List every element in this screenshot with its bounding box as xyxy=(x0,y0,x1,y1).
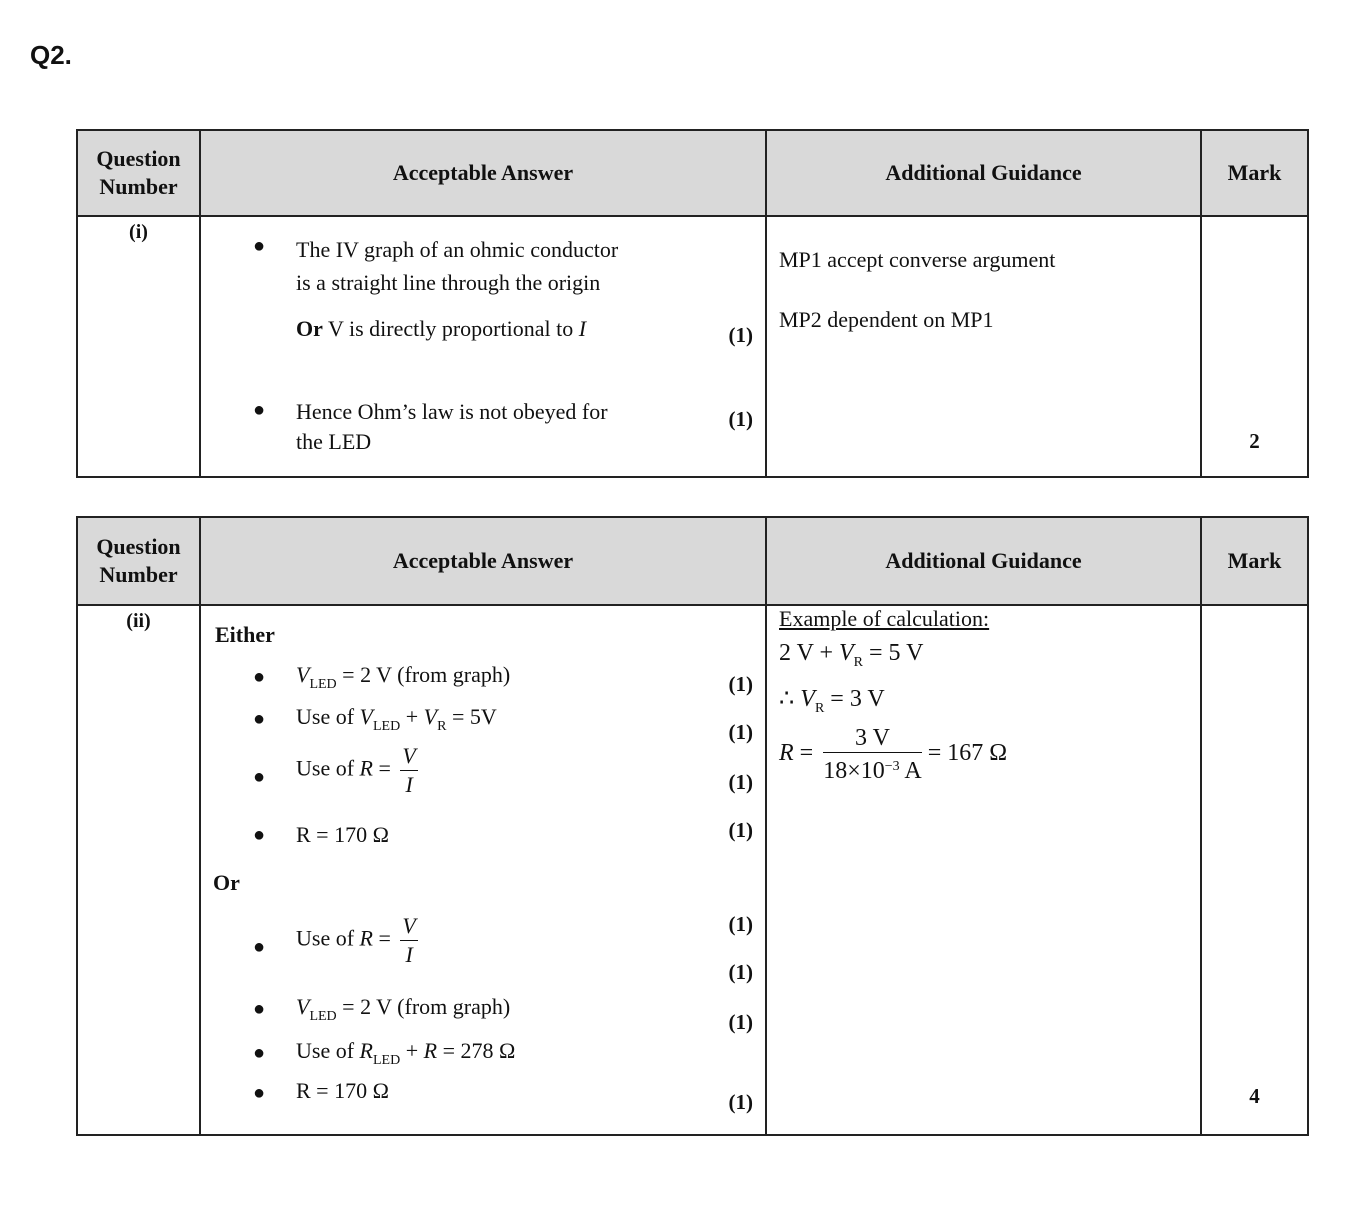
mark-cell xyxy=(1201,216,1308,477)
either-point-4: R = 170 Ω xyxy=(296,822,389,847)
total-mark: 4 xyxy=(1249,1084,1260,1108)
header-row xyxy=(77,517,1308,605)
bullet-icon: ● xyxy=(253,399,266,421)
acceptable-answer-cell xyxy=(200,605,766,1135)
question-title: Q2. xyxy=(30,40,72,70)
bullet-icon: ● xyxy=(253,1082,266,1104)
header-acceptable-answer: Acceptable Answer xyxy=(200,517,766,605)
bullet-icon: ● xyxy=(253,824,266,846)
question-number: (ii) xyxy=(126,610,151,632)
either-point-3: Use of R = $\frac{V}{I}$ xyxy=(296,743,416,797)
mark-scheme-table-i xyxy=(76,129,1309,478)
acceptable-answer-cell xyxy=(200,216,766,477)
bullet-icon: ● xyxy=(253,936,266,958)
guidance-cell xyxy=(766,605,1201,1135)
calc-line-1: 2 $V + V_R = 5$ V xyxy=(779,640,924,670)
mark: (1) xyxy=(728,912,753,936)
guidance-line: MP2 dependent on MP1 xyxy=(779,307,994,332)
guidance-heading: Example of calculation: xyxy=(779,606,990,631)
or-point-4: R = 170 Ω xyxy=(296,1078,389,1103)
header-question-number: Question Number xyxy=(77,130,200,216)
answer-point-2: Hence Ohm’s law is not obeyed for the LED xyxy=(296,399,608,454)
total-mark: 2 xyxy=(1249,429,1260,453)
mark-scheme-table-ii xyxy=(76,516,1309,1136)
header-additional-guidance: Additional Guidance xyxy=(766,130,1201,216)
answer-point-1: The IV graph of an ohmic conductor is a straight line through the origin Or V is directly proportional to I xyxy=(296,237,619,341)
either-point-2: Use of $V_{LED} + V_R = 5V$ xyxy=(296,704,497,734)
either-label: Either xyxy=(215,622,275,647)
calc-line-2: ∴ $V_R = 3$ V xyxy=(779,686,885,716)
guidance-cell xyxy=(766,216,1201,477)
bullet-icon: ● xyxy=(253,666,266,688)
table-row xyxy=(77,216,1308,477)
mark: (1) xyxy=(728,1010,753,1034)
bullet-icon: ● xyxy=(253,1042,266,1064)
header-row xyxy=(77,130,1308,216)
bullet-icon: ● xyxy=(253,235,266,257)
header-mark: Mark xyxy=(1201,130,1308,216)
bullet-icon: ● xyxy=(253,998,266,1020)
table-row xyxy=(77,605,1308,1135)
bullet-icon: ● xyxy=(253,766,266,788)
calc-line-3: R = $\frac{3 V}{18\times 10^{-3} A}$ = 167 Ω xyxy=(779,725,1008,784)
header-acceptable-answer: Acceptable Answer xyxy=(200,130,766,216)
mark: (1) xyxy=(728,720,753,744)
or-label: Or xyxy=(213,870,240,895)
mark: (1) xyxy=(728,818,753,842)
header-mark: Mark xyxy=(1201,517,1308,605)
mark-2: (1) xyxy=(728,407,753,431)
bullet-icon: ● xyxy=(253,708,266,730)
mark: (1) xyxy=(728,770,753,794)
mark: (1) xyxy=(728,672,753,696)
question-number: (i) xyxy=(129,221,148,243)
or-point-3: Use of $R_{LED} + R = 278$ Ω xyxy=(296,1038,516,1068)
mark: (1) xyxy=(728,1090,753,1114)
either-point-1: $V_{LED} = 2$ V (from graph) xyxy=(296,662,511,692)
mark-1: (1) xyxy=(728,323,753,347)
header-additional-guidance: Additional Guidance xyxy=(766,517,1201,605)
header-question-number: Question Number xyxy=(77,517,200,605)
or-point-2: $V_{LED} = 2$ V (from graph) xyxy=(296,994,511,1024)
mark-cell xyxy=(1201,605,1308,1135)
guidance-line: MP1 accept converse argument xyxy=(779,247,1056,272)
or-point-1: Use of R = $\frac{V}{I}$ xyxy=(296,913,416,967)
mark: (1) xyxy=(728,960,753,984)
